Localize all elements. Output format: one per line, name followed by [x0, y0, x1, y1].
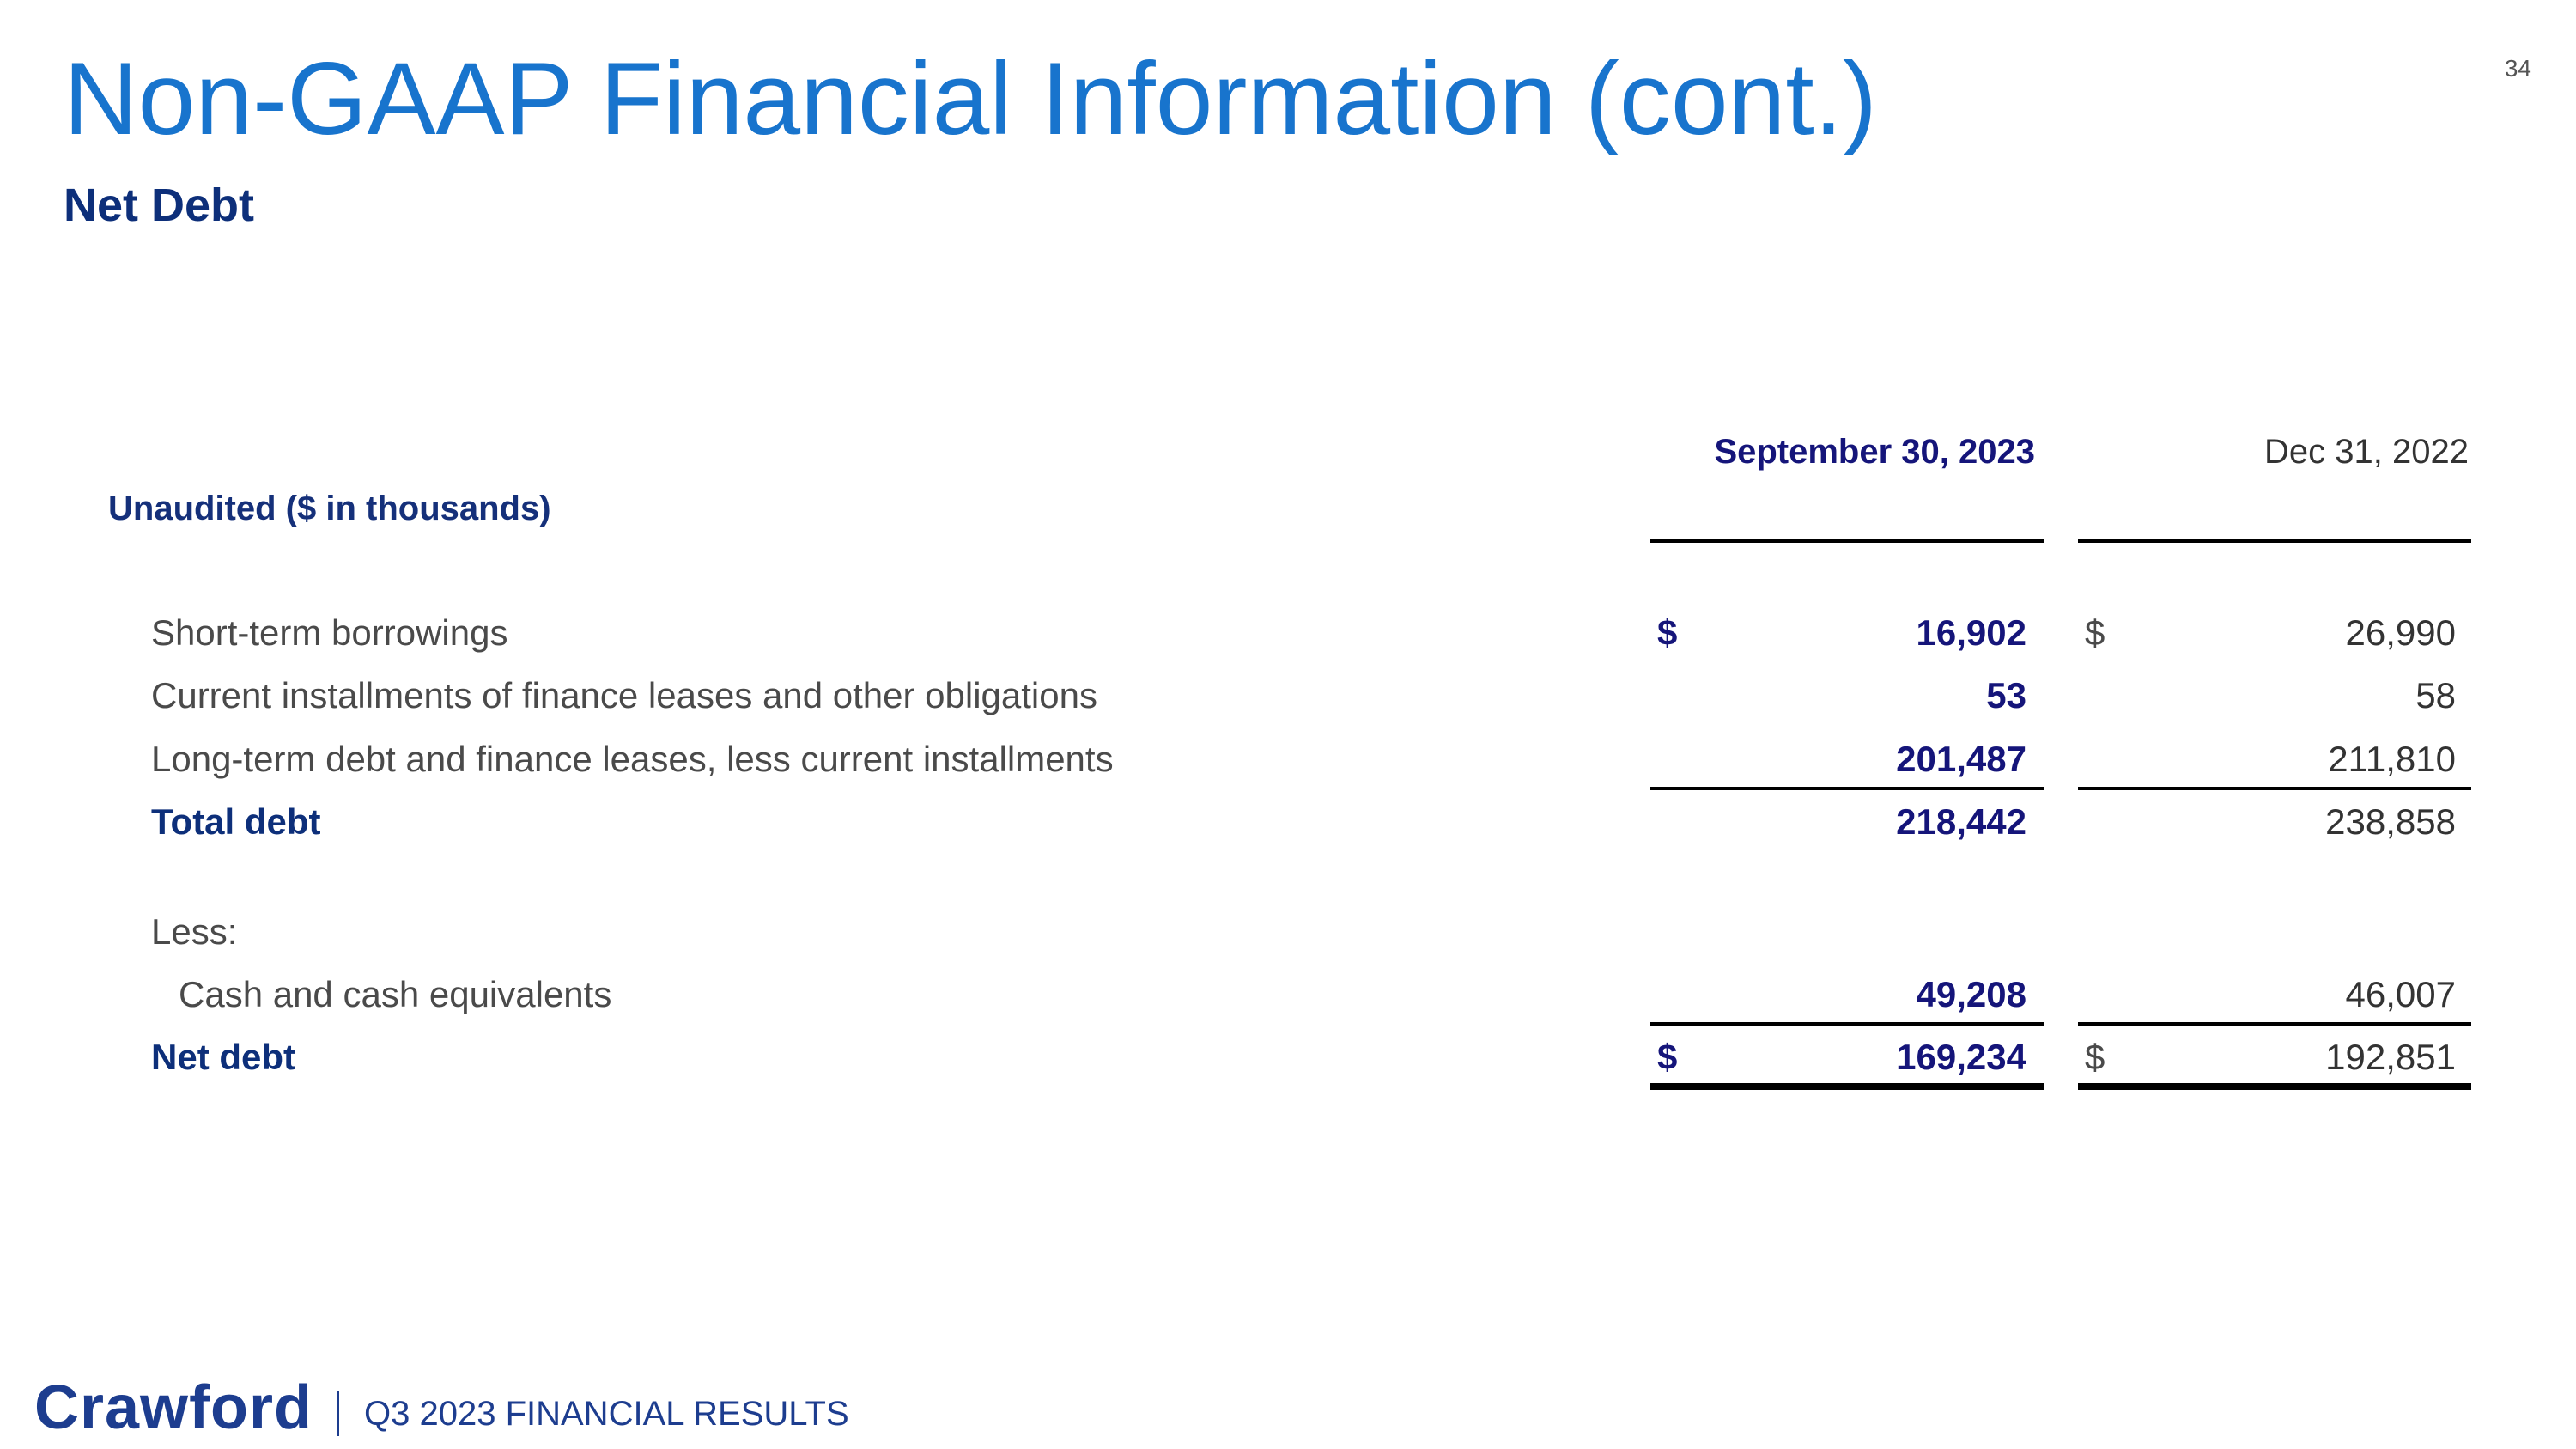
value-current: 169,234: [1896, 1037, 2026, 1077]
page-title: Non-GAAP Financial Information (cont.): [64, 41, 1878, 156]
subtotal-rule-prior: [2078, 787, 2471, 790]
value-prior: 238,858: [2325, 801, 2456, 842]
value-prior: 46,007: [2345, 974, 2456, 1014]
value-current: 49,208: [1916, 974, 2026, 1014]
table-caption: Unaudited ($ in thousands): [108, 490, 551, 527]
row-label: Net debt: [151, 1037, 295, 1077]
page-subtitle: Net Debt: [64, 180, 255, 231]
page-number: 34: [2504, 55, 2531, 82]
subtotal-rule-prior-2: [2078, 1022, 2471, 1026]
column-header-prior: Dec 31, 2022: [2264, 433, 2469, 471]
row-label: Cash and cash equivalents: [179, 974, 612, 1014]
table-row-less: [0, 911, 2576, 975]
row-label: Long-term debt and finance leases, less current installments: [151, 739, 1114, 779]
table-row-long-term-debt: [0, 739, 2576, 802]
value-prior: 58: [2415, 675, 2456, 715]
row-label: Current installments of finance leases and other obligations: [151, 675, 1097, 715]
header-rule-prior: [2078, 539, 2471, 543]
column-header-current: September 30, 2023: [1714, 433, 2035, 471]
header-rule-current: [1650, 539, 2044, 543]
footer-text: Q3 2023 FINANCIAL RESULTS: [364, 1395, 849, 1433]
value-prior: 26,990: [2345, 612, 2456, 653]
value-current: 53: [1986, 675, 2026, 715]
dollar-sign-prior: $: [2085, 1037, 2105, 1077]
crawford-logo: Crawford: [34, 1373, 313, 1442]
subtotal-rule-current-2: [1650, 1022, 2044, 1026]
footer-divider: [337, 1391, 339, 1436]
table-row-net-debt: [0, 1037, 2576, 1100]
table-row-current-installments: [0, 675, 2576, 739]
dollar-sign-current: $: [1657, 1037, 1678, 1077]
value-current: 16,902: [1916, 612, 2026, 653]
row-label: Short-term borrowings: [151, 612, 508, 653]
total-double-rule-prior: [2078, 1083, 2471, 1090]
table-row-total-debt: [0, 801, 2576, 865]
value-prior: 211,810: [2328, 739, 2456, 779]
value-current: 218,442: [1896, 801, 2026, 842]
dollar-sign-current: $: [1657, 612, 1678, 653]
value-prior: 192,851: [2325, 1037, 2456, 1077]
value-current: 201,487: [1896, 739, 2026, 779]
dollar-sign-prior: $: [2085, 612, 2105, 653]
table-row-short-term-borrowings: [0, 612, 2576, 676]
row-label: Total debt: [151, 801, 321, 842]
table-row-cash: [0, 974, 2576, 1038]
total-double-rule-current: [1650, 1083, 2044, 1090]
subtotal-rule-current: [1650, 787, 2044, 790]
row-label: Less:: [151, 911, 238, 952]
